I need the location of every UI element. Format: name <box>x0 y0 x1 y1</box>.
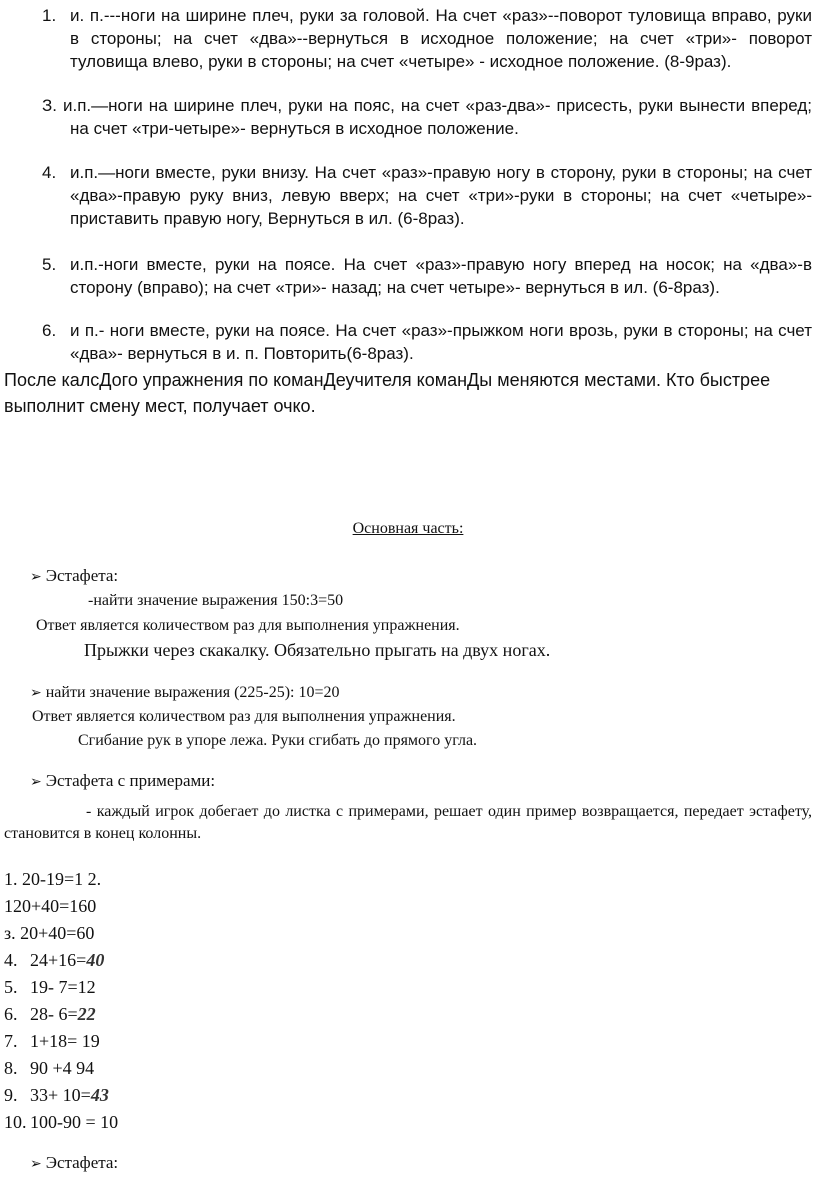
warmup-item-text: и. п.---ноги на ширине плеч, руки за головой. На счет «раз»--поворот туловища вправо, руки в стороны; на счет «два»--вернуться в исходное положение; на счет «три»- поворот туловища влево, руки в стороны; на счет «четыре» - исходное положение. (8-9раз). <box>70 6 812 71</box>
example-row <box>4 1055 118 1082</box>
warmup-item-text: З. и.п.—ноги на ширине плеч, руки на пояс, на счет «раз-два»- присесть, руки вынести вперед; на счет «три-четыре»- вернуться в исходное положение. <box>42 96 812 138</box>
warmup-item-1 <box>42 4 812 73</box>
bullet-relay-1 <box>30 566 118 586</box>
relay-description: - каждый игрок добегает до листка с примерами, решает один пример возвращается, передает эстафету, становится в конец колонны. <box>4 803 812 842</box>
example-row <box>4 866 118 893</box>
bullet-relay-final <box>30 1153 118 1173</box>
warmup-item-5 <box>42 253 812 299</box>
example-number: 6. <box>4 1004 18 1024</box>
example-expression: 1. 20-19=1 2. <box>4 869 102 889</box>
example-expression: 120+40=160 <box>4 896 97 916</box>
example-row <box>4 1028 118 1055</box>
arrow-bullet-icon: ➢ <box>30 775 42 790</box>
warmup-item-text: и.п.-ноги вместе, руки на поясе. На счет «раз»-правую ногу вперед на носок; на «два»-в сторону (вправо); на счет «три»- назад; на счет четыре»- вернуться в ил. (6-8раз). <box>70 255 812 297</box>
arrow-bullet-icon: ➢ <box>30 1157 42 1172</box>
warmup-item-number: 6. <box>42 321 57 340</box>
example-row <box>4 1109 118 1136</box>
example-expression: з. 20+40=60 <box>4 923 95 943</box>
warmup-item-text: и.п.—ноги вместе, руки внизу. На счет «раз»-правую ногу в сторону, руки в стороны; на счет «два»-правую руку вниз, левую вверх; на счет «три»-руки в стороны; на счет «четыре»-приставить правую ногу, Вернуться в ил. (6-8раз). <box>70 163 812 228</box>
example-answer: 40 <box>86 950 105 970</box>
example-number: 8. <box>4 1058 18 1078</box>
example-expression: 33+ 10= <box>30 1085 91 1105</box>
warmup-item-text: и п.- ноги вместе, руки на поясе. На счет «раз»-прыжком ноги врозь, руки в стороны; на счет «два»- вернуться в и. п. Повторить(6-8раз). <box>70 321 812 363</box>
example-number: 7. <box>4 1031 18 1051</box>
example-expression: 90 +4 94 <box>30 1058 95 1078</box>
example-answer: 22 <box>77 1004 96 1024</box>
example-row <box>4 947 118 974</box>
example-expression: 1+18= 19 <box>30 1031 100 1051</box>
example-expression: 100-90 = 10 <box>30 1112 119 1132</box>
bullet-text: Эстафета: <box>45 566 119 585</box>
bullet-relay-examples <box>30 771 215 791</box>
bullet-expression-2 <box>30 684 340 702</box>
example-number: 10. <box>4 1112 27 1132</box>
bullet-text: Эстафета с примерами: <box>45 771 216 790</box>
example-number: 9. <box>4 1085 18 1105</box>
example-expression: 24+16= <box>30 950 87 970</box>
answer-note-2: Ответ является количеством раз для выполнения упражнения. <box>32 708 456 725</box>
examples-list <box>4 866 118 1136</box>
example-number: 5. <box>4 977 18 997</box>
warmup-item-4 <box>42 161 812 230</box>
arrow-bullet-icon: ➢ <box>30 570 42 585</box>
example-answer: 43 <box>90 1085 109 1105</box>
warmup-item-number: 1. <box>42 6 57 25</box>
warmup-after-text: После калсДого упражнения по команДеучителя команДы меняются местами. Кто быстрее выполнит смену мест, получает очко. <box>4 370 771 416</box>
example-number: 4. <box>4 950 18 970</box>
example-row <box>4 1082 118 1109</box>
warmup-item-number: 5. <box>42 255 57 274</box>
arrow-bullet-icon: ➢ <box>30 686 42 701</box>
bullet-text: Эстафета: <box>45 1153 119 1172</box>
expression-1: -найти значение выражения 150:3=50 <box>88 592 344 609</box>
warmup-item-number: 4. <box>42 163 57 182</box>
example-row <box>4 920 118 947</box>
exercise-1: Прыжки через скакалку. Обязательно прыгать на двух ногах. <box>84 640 551 660</box>
answer-note-1: Ответ является количеством раз для выполнения упражнения. <box>36 617 460 634</box>
warmup-item-6 <box>42 319 812 365</box>
main-heading: Основная часть: <box>352 520 464 537</box>
example-row <box>4 1001 118 1028</box>
exercise-2: Сгибание рук в упоре лежа. Руки сгибать до прямого угла. <box>78 732 478 749</box>
example-row <box>4 974 118 1001</box>
example-row <box>4 893 118 920</box>
example-expression: 28- 6= <box>30 1004 78 1024</box>
bullet-text: найти значение выражения (225-25): 10=20 <box>45 684 340 701</box>
warmup-item-3 <box>42 94 812 140</box>
example-expression: 19- 7=12 <box>30 977 96 997</box>
